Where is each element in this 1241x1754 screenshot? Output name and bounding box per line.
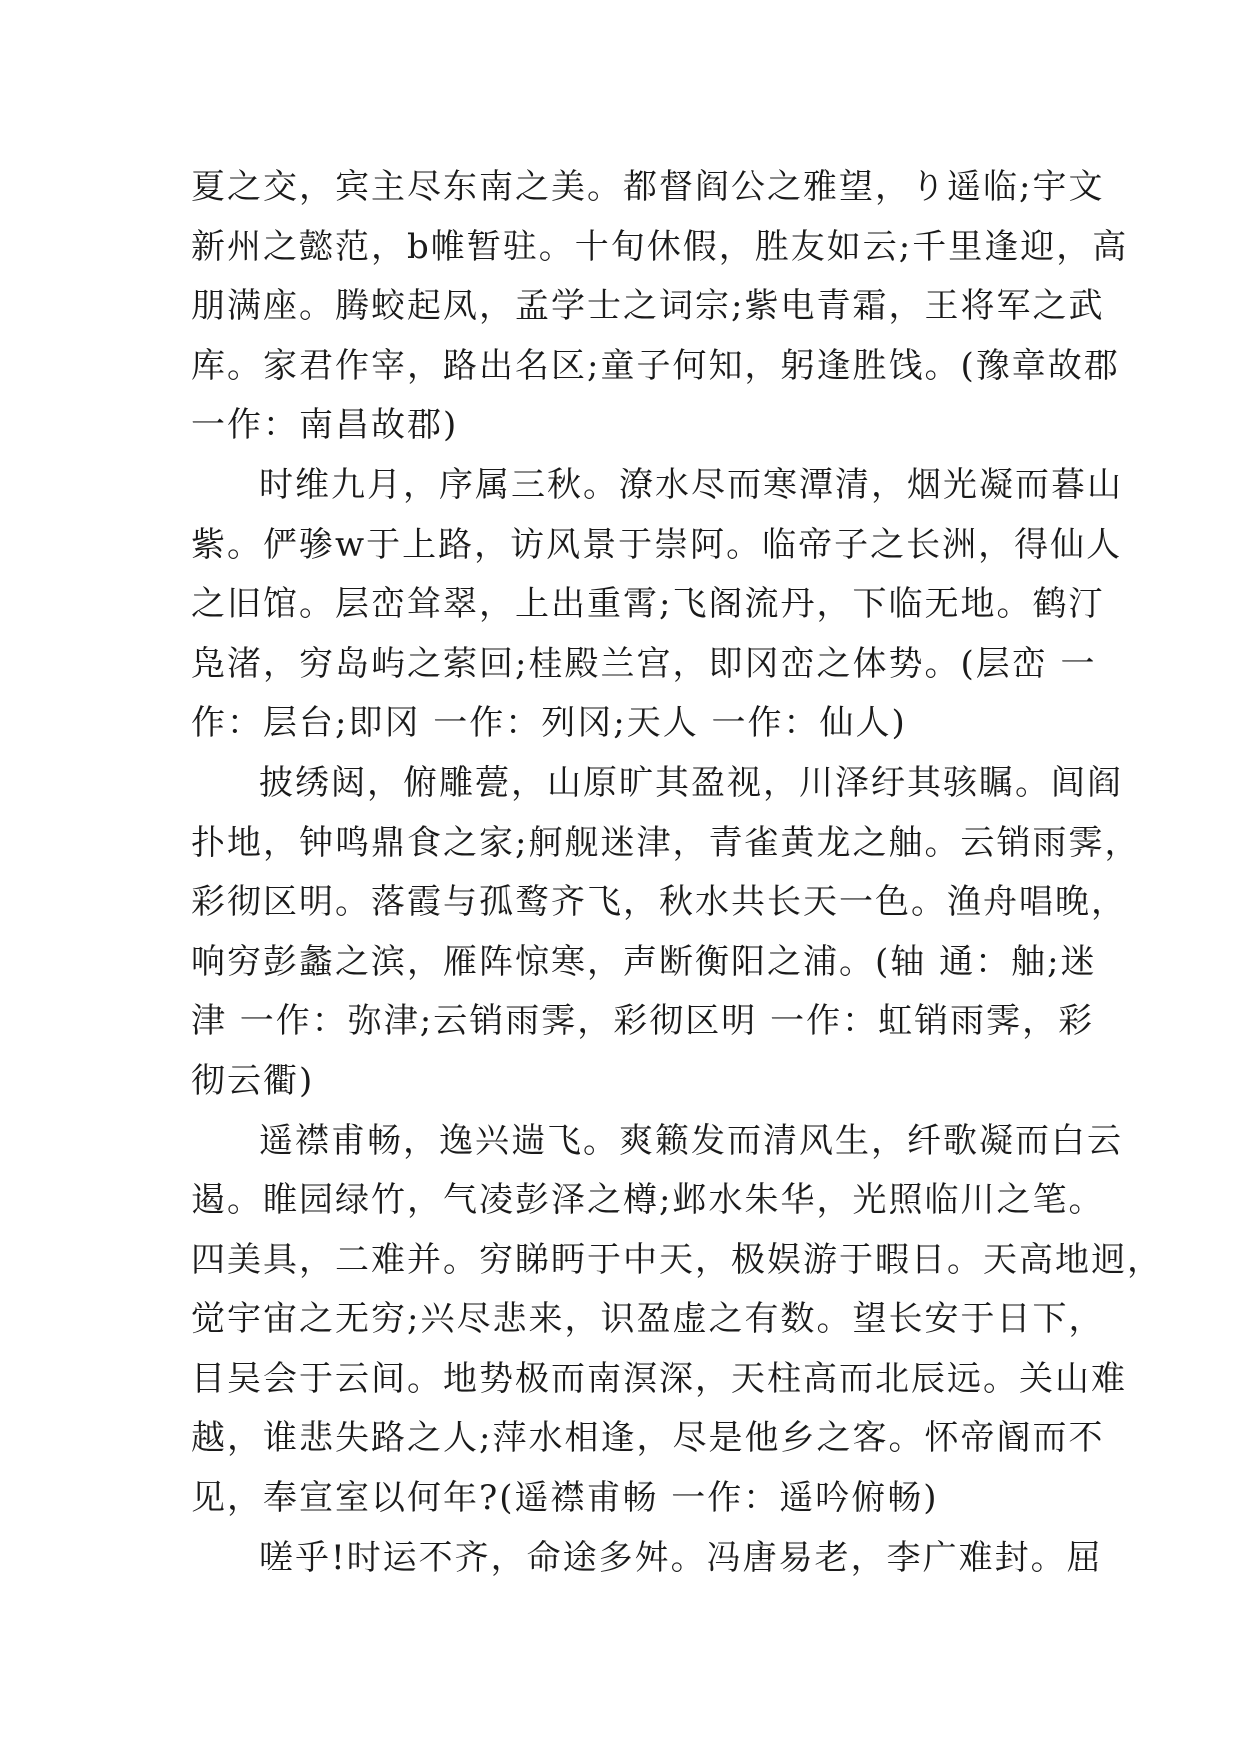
paragraph-first-line: 披绣闼，俯雕甍，山原旷其盈视，川泽纡其骇瞩。闾阎 — [259, 762, 1123, 803]
document-body — [191, 158, 1163, 1588]
text-line: 凫渚，穷岛屿之萦回;桂殿兰宫，即冈峦之体势。(层峦 一 — [191, 643, 1097, 684]
text-line: 作：层台;即冈 一作：列冈;天人 一作：仙人) — [191, 703, 907, 744]
text-line: 彻云衢) — [191, 1060, 315, 1101]
text-line: 遏。睢园绿竹，气凌彭泽之樽;邺水朱华，光照临川之笔。 — [191, 1180, 1105, 1221]
text-line: 津 一作：弥津;云销雨霁，彩彻区明 一作：虹销雨霁，彩 — [191, 1001, 1095, 1042]
paragraph-first-line: 时维九月，序属三秋。潦水尽而寒潭清，烟光凝而暮山 — [259, 464, 1123, 505]
text-line: 新州之懿范，b帷暂驻。十旬休假，胜友如云;千里逢迎，高 — [191, 226, 1129, 267]
text-line: 紫。俨骖w于上路，访风景于崇阿。临帝子之长洲，得仙人 — [191, 524, 1123, 565]
text-line: 库。家君作宰，路出名区;童子何知，躬逢胜饯。(豫章故郡 — [191, 345, 1120, 386]
paragraph-first-line: 遥襟甫畅，逸兴遄飞。爽籁发而清风生，纤歌凝而白云 — [259, 1120, 1123, 1161]
text-line: 见，奉宣室以何年?(遥襟甫畅 一作：遥吟俯畅) — [191, 1478, 939, 1519]
paragraph-first-line: 嗟乎!时运不齐，命途多舛。冯唐易老，李广难封。屈 — [259, 1537, 1103, 1578]
text-line: 响穷彭蠡之滨，雁阵惊寒，声断衡阳之浦。(轴 通：舳;迷 — [191, 941, 1097, 982]
text-line: 目吴会于云间。地势极而南溟深，天柱高而北辰远。关山难 — [191, 1358, 1127, 1399]
text-line: 夏之交，宾主尽东南之美。都督阎公之雅望，り遥临;宇文 — [191, 167, 1105, 207]
text-line: 扑地，钟鸣鼎食之家;舸舰迷津，青雀黄龙之舳。云销雨霁， — [191, 822, 1141, 863]
text-line: 朋满座。腾蛟起凤，孟学士之词宗;紫电青霜，王将军之武 — [191, 286, 1105, 327]
text-line: 觉宇宙之无穷;兴尽悲来，识盈虚之有数。望长安于日下， — [191, 1299, 1105, 1340]
text-line: 之旧馆。层峦耸翠，上出重霄;飞阁流丹，下临无地。鹤汀 — [191, 584, 1105, 625]
text-line: 越，谁悲失路之人;萍水相逢，尽是他乡之客。怀帝阍而不 — [191, 1418, 1105, 1459]
text-line: 彩彻区明。落霞与孤鹜齐飞，秋水共长天一色。渔舟唱晚， — [191, 882, 1127, 923]
text-line: 四美具，二难并。穷睇眄于中天，极娱游于暇日。天高地迥， — [191, 1239, 1163, 1280]
text-line: 一作：南昌故郡) — [191, 405, 459, 446]
